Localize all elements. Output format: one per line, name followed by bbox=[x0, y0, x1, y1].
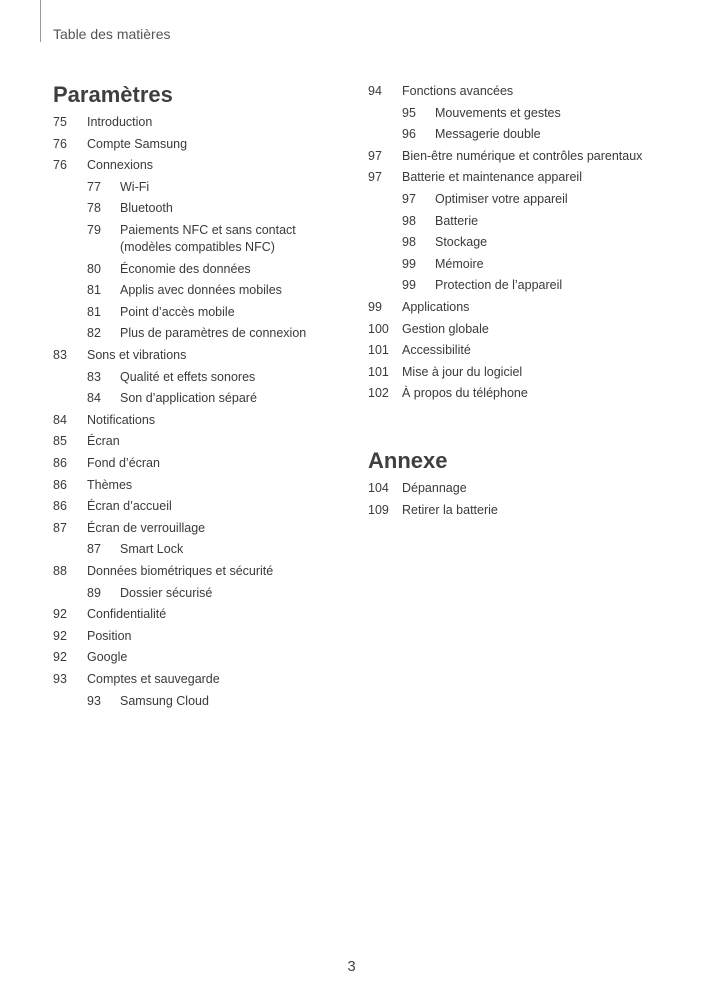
toc-page-number: 85 bbox=[53, 434, 67, 449]
toc-page-number: 104 bbox=[368, 481, 389, 495]
toc-entry-label: Confidentialité bbox=[87, 607, 167, 622]
toc-page-number: 97 bbox=[368, 170, 382, 185]
toc-page-number: 99 bbox=[402, 278, 416, 293]
toc-entry-label: Mouvements et gestes bbox=[435, 105, 561, 120]
toc-entry-label: Écran d’accueil bbox=[87, 499, 172, 514]
toc-entry-label: Son d’application séparé bbox=[120, 391, 257, 406]
toc-page-number: 92 bbox=[53, 650, 67, 665]
toc-page-number: 84 bbox=[53, 412, 67, 427]
toc-entry-label: Mise à jour du logiciel bbox=[402, 364, 523, 379]
toc-entry-label: Dossier sécurisé bbox=[120, 585, 213, 600]
toc-page-number: 86 bbox=[53, 456, 67, 470]
toc-page-number: 87 bbox=[87, 542, 101, 557]
toc-page-number: 81 bbox=[87, 283, 101, 298]
toc-entry-label: Plus de paramètres de connexion bbox=[120, 326, 307, 341]
toc-page-number: 92 bbox=[53, 607, 67, 622]
toc-page-number: 100 bbox=[368, 321, 389, 336]
toc-entry-label: Smart Lock bbox=[120, 542, 184, 557]
toc-page-number: 76 bbox=[53, 158, 67, 173]
section-title-parametres: Paramètres bbox=[53, 82, 173, 107]
toc-entry-label: Batterie bbox=[435, 213, 479, 228]
toc-page-number: 102 bbox=[368, 386, 389, 401]
toc-entry-label: Fond d’écran bbox=[87, 456, 160, 470]
toc-page-number: 97 bbox=[368, 148, 382, 163]
toc-entry-label: Optimiser votre appareil bbox=[435, 192, 568, 206]
toc-page-number: 75 bbox=[53, 115, 67, 129]
toc-entry-label: Thèmes bbox=[87, 477, 133, 492]
toc-page-number: 99 bbox=[368, 300, 382, 314]
toc-page-number: 95 bbox=[402, 105, 416, 120]
toc-page-number: 86 bbox=[53, 499, 67, 514]
toc-page-number: 101 bbox=[368, 364, 389, 379]
toc-page-number: 79 bbox=[87, 223, 101, 237]
toc-entry-label: Compte Samsung bbox=[87, 136, 188, 151]
toc-entry-label: Dépannage bbox=[402, 481, 467, 495]
toc-entry-label: Google bbox=[87, 650, 128, 665]
toc-entry-label: Protection de l’appareil bbox=[435, 278, 563, 293]
toc-page-number: 89 bbox=[87, 585, 101, 600]
toc-page-number: 96 bbox=[402, 127, 416, 142]
toc-page-number: 88 bbox=[53, 564, 67, 578]
toc-entry-label: Retirer la batterie bbox=[402, 502, 498, 517]
toc-page-number: 80 bbox=[87, 261, 101, 276]
section-title-annexe: Annexe bbox=[368, 448, 448, 473]
toc-entry-label: Paiements NFC et sans contact bbox=[120, 223, 296, 237]
header-title: Table des matières bbox=[53, 26, 171, 42]
toc-entry-label: Bluetooth bbox=[120, 201, 173, 216]
toc-page-number: 92 bbox=[53, 628, 67, 643]
toc-entry-label: Batterie et maintenance appareil bbox=[402, 170, 582, 185]
toc-entry-label: Wi-Fi bbox=[120, 179, 150, 194]
toc-page-number: 99 bbox=[402, 256, 416, 271]
toc-entry-label: Qualité et effets sonores bbox=[120, 369, 256, 384]
toc-entry-label: Écran bbox=[87, 434, 120, 449]
toc-page-number: 78 bbox=[87, 201, 101, 216]
toc-page-number: 84 bbox=[87, 391, 101, 406]
toc-page-number: 86 bbox=[53, 477, 67, 492]
toc-entry-label: Introduction bbox=[87, 115, 153, 129]
toc-entry-label-continued: (modèles compatibles NFC) bbox=[120, 240, 275, 254]
toc-page-number: 98 bbox=[402, 213, 416, 228]
toc-entry-label: Économie des données bbox=[120, 261, 251, 276]
toc-page-number: 109 bbox=[368, 502, 389, 517]
page-number: 3 bbox=[347, 958, 356, 975]
toc-page-number: 93 bbox=[53, 672, 67, 686]
toc-page-number: 97 bbox=[402, 192, 416, 206]
toc-entry-label: Mémoire bbox=[435, 256, 484, 271]
toc-page-number: 94 bbox=[368, 84, 382, 98]
toc-page-number: 101 bbox=[368, 343, 389, 358]
toc-entry-label: Position bbox=[87, 628, 132, 643]
toc-entry-label: Accessibilité bbox=[402, 343, 471, 358]
toc-entry-label: Messagerie double bbox=[435, 127, 541, 142]
toc-page-number: 83 bbox=[53, 348, 67, 362]
toc-page-number: 82 bbox=[87, 326, 101, 341]
toc-page-number: 77 bbox=[87, 179, 101, 194]
toc-page-number: 81 bbox=[87, 304, 101, 319]
toc-entry-label: Comptes et sauvegarde bbox=[87, 672, 220, 686]
toc-entry-label: Sons et vibrations bbox=[87, 348, 187, 362]
header-rule bbox=[40, 0, 41, 42]
toc-entry-label: Notifications bbox=[87, 412, 156, 427]
toc-entry-label: Applis avec données mobiles bbox=[120, 283, 282, 298]
toc-entry-label: Samsung Cloud bbox=[120, 693, 209, 708]
toc-page-number: 98 bbox=[402, 235, 416, 250]
toc-entry-label: Bien-être numérique et contrôles parentaux bbox=[402, 148, 643, 163]
toc-entry-label: Point d’accès mobile bbox=[120, 304, 235, 319]
toc-page-number: 76 bbox=[53, 136, 67, 151]
toc-entry-label: Stockage bbox=[435, 235, 488, 250]
toc-entry-label: À propos du téléphone bbox=[402, 386, 528, 401]
toc-entry-label: Connexions bbox=[87, 158, 154, 173]
toc-entry-label: Gestion globale bbox=[402, 321, 489, 336]
toc-entry-label: Données biométriques et sécurité bbox=[87, 564, 274, 578]
toc-entry-label: Écran de verrouillage bbox=[87, 520, 206, 535]
toc-page-number: 83 bbox=[87, 369, 101, 384]
toc-entry-label: Applications bbox=[402, 300, 470, 314]
toc-entry-label: Fonctions avancées bbox=[402, 84, 514, 98]
toc-page-number: 93 bbox=[87, 693, 101, 708]
toc-page-number: 87 bbox=[53, 520, 67, 535]
